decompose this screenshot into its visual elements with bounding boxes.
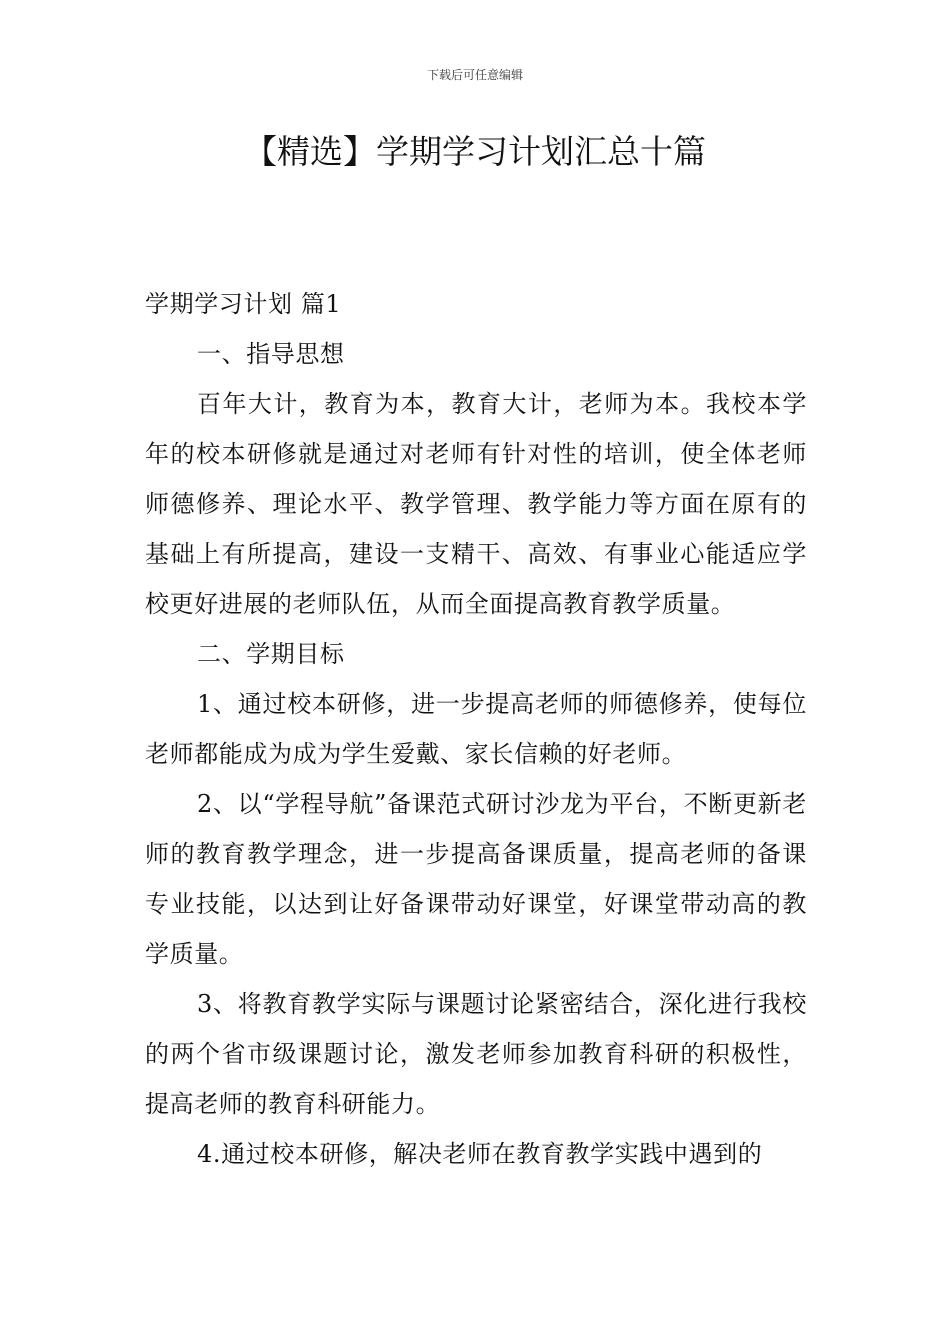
paragraph-guiding-ideology: 百年大计，教育为本，教育大计，老师为本。我校本学年的校本研修就是通过对老师有针对性的培训，使全体老师师德修养、理论水平、教学管理、教学能力等方面在原有的基础上有所提高，建设一支精干、高效、有事业心能适应学校更好进展的老师队伍，从而全面提高教育教学质量。 bbox=[145, 390, 807, 618]
paragraph-goal-4: 4.通过校本研修，解决老师在教育教学实践中遇到的 bbox=[197, 1140, 763, 1168]
heading-semester-goals: 二、学期目标 bbox=[197, 640, 345, 668]
paragraph-goal-1: 1、通过校本研修，进一步提高老师的师德修养，使每位老师都能成为成为学生爱戴、家长信赖的好老师。 bbox=[145, 690, 807, 768]
section-title: 学期学习计划 篇1 bbox=[145, 290, 342, 318]
paragraph-goal-2: 2、以“学程导航”备课范式研讨沙龙为平台，不断更新老师的教育教学理念，进一步提高备课质量，提高老师的备课专业技能，以达到让好备课带动好课堂，好课堂带动高的教学质量。 bbox=[145, 790, 807, 968]
heading-guiding-ideology: 一、指导思想 bbox=[197, 340, 345, 368]
page-header-note: 下载后可任意编辑 bbox=[426, 68, 523, 82]
document-title: 【精选】学期学习计划汇总十篇 bbox=[244, 132, 706, 171]
paragraph-goal-3: 3、将教育教学实际与课题讨论紧密结合，深化进行我校的两个省市级课题讨论，激发老师参加教育科研的积极性，提高老师的教育科研能力。 bbox=[145, 990, 807, 1118]
document-body bbox=[145, 279, 807, 1179]
